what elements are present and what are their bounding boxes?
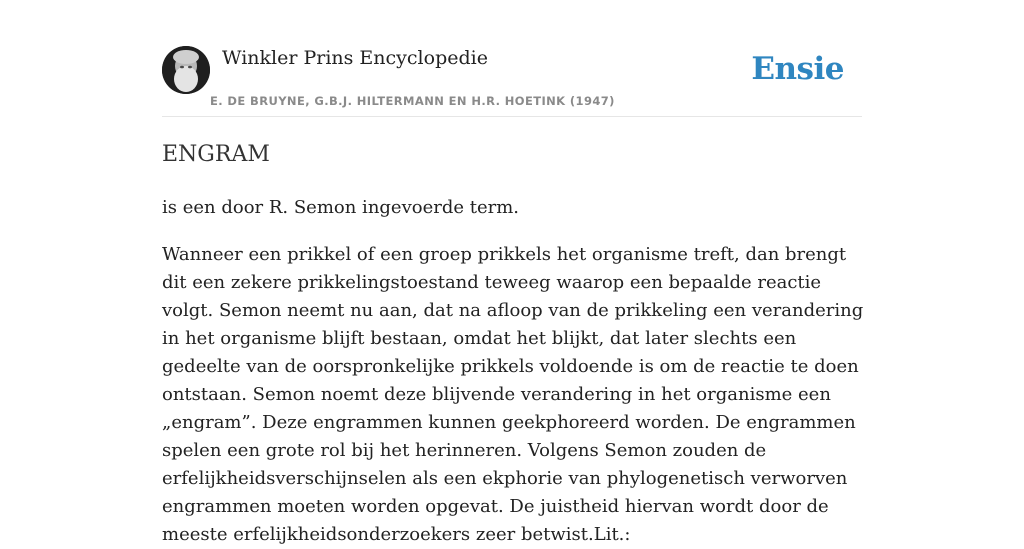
lead-paragraph: is een door R. Semon ingevoerde term.	[162, 197, 520, 218]
authors-line: E. DE BRUYNE, G.B.J. HILTERMANN EN H.R. HOETINK (1947)	[210, 94, 615, 108]
portrait-icon	[162, 46, 210, 94]
author-avatar[interactable]	[162, 46, 210, 94]
site-title[interactable]: Winkler Prins Encyclopedie	[222, 47, 488, 69]
header	[162, 44, 862, 117]
article	[162, 140, 864, 549]
body-paragraph: Wanneer een prikkel of een groep prikkels het organisme treft, dan brengt dit een zekere prikkelingstoestand teweeg waarop een bepaalde reactie volgt. Semon neemt nu aan, dat na afloop van de prikkeling een verandering in het organisme blijft bestaan, omdat het blijkt, dat later slechts een gedeelte van de oorspronkelijke prikkels voldoende is om de reactie te doen ontstaan. Semon noemt deze blijvende verandering in het organisme een „engram”. Deze engrammen kunnen geekphoreerd worden. De engrammen spelen een grote rol bij het herinneren. Volgens Semon zouden de erfelijkheidsverschijnselen als een ekphorie van phylogenetisch verworven engrammen moeten worden opgevat. De juistheid hiervan wordt door de meeste erfelijkheidsonderzoekers zeer betwist.Lit.:	[162, 244, 864, 545]
headword: ENGRAM	[162, 142, 270, 167]
ensie-logo[interactable]: Ensie	[751, 51, 844, 87]
